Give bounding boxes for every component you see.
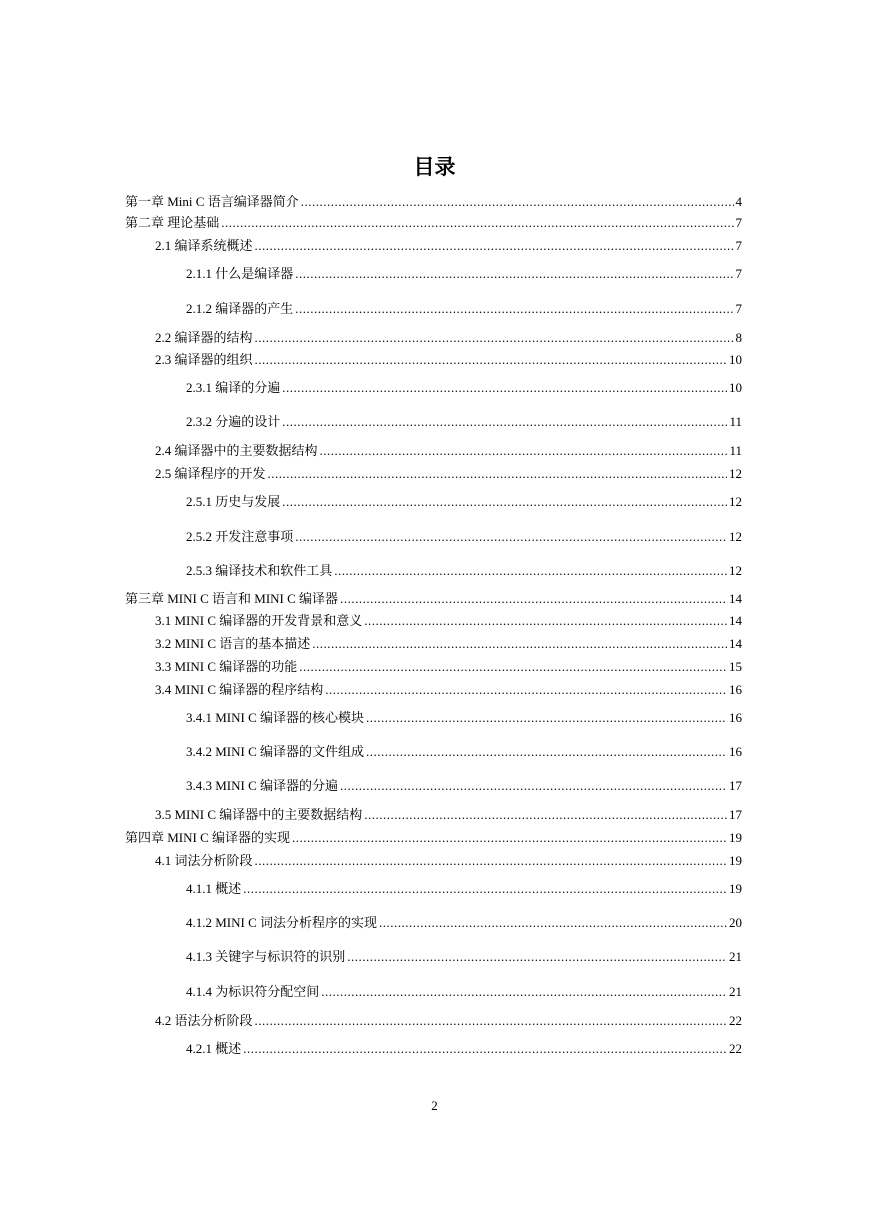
toc-entry-label: 第二章 理论基础 (125, 215, 220, 230)
toc-entry-page: 10 (729, 352, 742, 367)
toc-leader-dots (255, 329, 734, 347)
toc-leader-dots (340, 590, 727, 608)
toc-entry-page: 14 (729, 591, 742, 606)
toc-entry-label: 2.4 编译器中的主要数据结构 (155, 443, 318, 458)
toc-entry-label: 3.4.1 MINI C 编译器的核心模块 (186, 710, 365, 725)
toc-entry-page: 17 (729, 807, 742, 822)
toc-leader-dots (292, 829, 727, 847)
toc-entry-page: 4 (735, 194, 742, 209)
toc-leader-dots (295, 300, 733, 318)
toc-entry-label: 3.3 MINI C 编译器的功能 (155, 659, 298, 674)
toc-entry-label: 2.5 编译程序的开发 (155, 466, 266, 481)
toc-entry-page: 10 (729, 380, 742, 395)
toc-entry-label: 第三章 MINI C 语言和 MINI C 编译器 (125, 591, 339, 606)
toc-leader-dots (347, 948, 727, 966)
toc-entry-label: 3.1 MINI C 编译器的开发背景和意义 (155, 613, 363, 628)
toc-entry[interactable] (155, 329, 742, 347)
toc-entry[interactable] (186, 528, 742, 546)
toc-entry-page: 7 (735, 301, 742, 316)
toc-leader-dots (282, 379, 727, 397)
toc-entry-page: 17 (729, 778, 742, 793)
toc-entry-label: 2.3.1 编译的分遍 (186, 380, 281, 395)
toc-entry-label: 2.1.1 什么是编译器 (186, 266, 294, 281)
toc-leader-dots (255, 237, 734, 255)
toc-entry[interactable] (186, 562, 742, 580)
toc-entry[interactable] (155, 658, 742, 676)
toc-leader-dots (243, 880, 727, 898)
toc-entry-page: 22 (729, 1041, 742, 1056)
toc-entry[interactable] (155, 806, 742, 824)
toc-entry-page: 12 (729, 529, 742, 544)
toc-entry-label: 2.5.3 编译技术和软件工具 (186, 563, 333, 578)
toc-leader-dots (268, 465, 727, 483)
toc-entry[interactable] (155, 612, 742, 630)
toc-entry-page: 11 (729, 443, 742, 458)
toc-leader-dots (364, 612, 727, 630)
toc-entry[interactable] (186, 777, 742, 795)
toc-entry[interactable] (186, 493, 742, 511)
toc-leader-dots (366, 709, 727, 727)
toc-entry[interactable] (155, 465, 742, 483)
toc-entry-label: 4.2 语法分析阶段 (155, 1013, 253, 1028)
toc-entry-page: 7 (735, 266, 742, 281)
toc-leader-dots (295, 265, 733, 283)
toc-leader-dots (379, 914, 727, 932)
toc-entry[interactable] (186, 265, 742, 283)
toc-entry-label: 4.2.1 概述 (186, 1041, 242, 1056)
toc-entry-label: 3.5 MINI C 编译器中的主要数据结构 (155, 807, 363, 822)
toc-entry[interactable] (155, 635, 742, 653)
toc-leader-dots (299, 658, 727, 676)
toc-leader-dots (334, 562, 727, 580)
toc-leader-dots (282, 493, 727, 511)
toc-entry[interactable] (155, 1012, 742, 1030)
toc-entry-label: 2.5.1 历史与发展 (186, 494, 281, 509)
toc-leader-dots (282, 413, 727, 431)
toc-leader-dots (255, 351, 727, 369)
toc-entry[interactable] (125, 193, 742, 211)
toc-entry-label: 4.1.3 关键字与标识符的识别 (186, 949, 346, 964)
toc-entry-label: 4.1.4 为标识符分配空间 (186, 984, 320, 999)
toc-entry[interactable] (186, 948, 742, 966)
toc-leader-dots (255, 1012, 727, 1030)
toc-entry-page: 16 (729, 710, 742, 725)
toc-leader-dots (295, 528, 727, 546)
toc-entry[interactable] (186, 413, 742, 431)
toc-leader-dots (366, 743, 727, 761)
toc-entry[interactable] (186, 1040, 742, 1058)
toc-entry[interactable] (186, 983, 742, 1001)
toc-entry[interactable] (125, 214, 742, 232)
toc-entry-label: 2.1 编译系统概述 (155, 238, 253, 253)
toc-entry-page: 8 (735, 330, 742, 345)
toc-entry-label: 第四章 MINI C 编译器的实现 (125, 830, 291, 845)
toc-entry[interactable] (155, 237, 742, 255)
toc-entry-label: 4.1.1 概述 (186, 881, 242, 896)
toc-leader-dots (364, 806, 727, 824)
toc-entry[interactable] (155, 351, 742, 369)
toc-entry[interactable] (125, 590, 742, 608)
toc-entry-label: 3.4.3 MINI C 编译器的分遍 (186, 778, 339, 793)
toc-entry-page: 12 (729, 563, 742, 578)
toc-entry-label: 4.1.2 MINI C 词法分析程序的实现 (186, 915, 378, 930)
toc-entry-label: 2.5.2 开发注意事项 (186, 529, 294, 544)
toc-leader-dots (301, 193, 734, 211)
toc-entry-page: 7 (735, 215, 742, 230)
toc-entry-label: 2.3.2 分遍的设计 (186, 414, 281, 429)
toc-entry-page: 20 (729, 915, 742, 930)
toc-entry-page: 12 (729, 466, 742, 481)
toc-leader-dots (255, 852, 727, 870)
toc-entry-label: 第一章 Mini C 语言编译器简介 (125, 194, 299, 209)
toc-entry-page: 22 (729, 1013, 742, 1028)
toc-entry[interactable] (155, 681, 742, 699)
toc-leader-dots (221, 214, 733, 232)
toc-entry-page: 15 (729, 659, 742, 674)
toc-entry-label: 3.2 MINI C 语言的基本描述 (155, 636, 311, 651)
toc-leader-dots (243, 1040, 727, 1058)
toc-entry-label: 2.3 编译器的组织 (155, 352, 253, 367)
toc-entry-page: 19 (729, 830, 742, 845)
toc-entry-label: 3.4.2 MINI C 编译器的文件组成 (186, 744, 365, 759)
toc-entry[interactable] (186, 300, 742, 318)
toc-entry[interactable] (186, 709, 742, 727)
toc-entry[interactable] (186, 379, 742, 397)
toc-leader-dots (320, 442, 728, 460)
toc-entry-page: 14 (729, 636, 742, 651)
toc-entry-page: 21 (729, 949, 742, 964)
toc-leader-dots (312, 635, 727, 653)
toc-entry-page: 16 (729, 682, 742, 697)
toc-entry[interactable] (125, 829, 742, 847)
toc-leader-dots (325, 681, 727, 699)
toc-entry[interactable] (155, 442, 742, 460)
toc-entry-page: 11 (729, 414, 742, 429)
toc-leader-dots (340, 777, 727, 795)
toc-entry[interactable] (155, 852, 742, 870)
toc-entry-label: 2.2 编译器的结构 (155, 330, 253, 345)
toc-entry-page: 7 (735, 238, 742, 253)
toc-entry-label: 2.1.2 编译器的产生 (186, 301, 294, 316)
toc-leader-dots (321, 983, 727, 1001)
toc-entry[interactable] (186, 743, 742, 761)
toc-entry-page: 21 (729, 984, 742, 999)
toc-entry[interactable] (186, 880, 742, 898)
toc-entry-label: 3.4 MINI C 编译器的程序结构 (155, 682, 324, 697)
toc-entry-page: 19 (729, 881, 742, 896)
toc-entry-page: 16 (729, 744, 742, 759)
page-number: 2 (431, 1098, 438, 1113)
toc-entry-page: 14 (729, 613, 742, 628)
toc-entry[interactable] (186, 914, 742, 932)
toc-entry-page: 12 (729, 494, 742, 509)
page-title: 目录 (413, 155, 456, 179)
toc-entry-page: 19 (729, 853, 742, 868)
toc-entry-label: 4.1 词法分析阶段 (155, 853, 253, 868)
